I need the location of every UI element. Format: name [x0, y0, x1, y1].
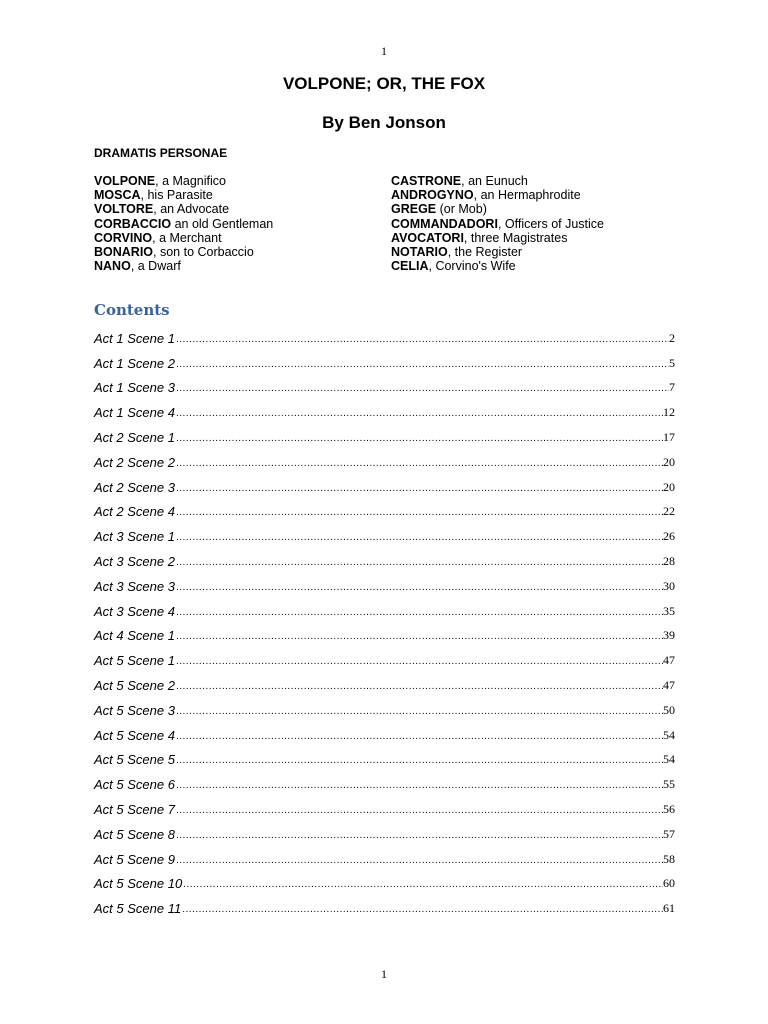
cast-member — [391, 202, 604, 216]
toc-entry-label[interactable]: Act 1 Scene 1 — [94, 330, 175, 346]
toc-entry-page[interactable]: 26 — [663, 529, 675, 544]
toc-leader-dots — [175, 805, 663, 816]
toc-entry[interactable] — [94, 668, 675, 693]
toc-leader-dots — [175, 557, 663, 568]
cast-member-name: CELIA — [391, 259, 429, 274]
toc-entry[interactable] — [94, 643, 675, 668]
toc-entry-label[interactable]: Act 5 Scene 1 — [94, 653, 175, 669]
toc-leader-dots — [175, 458, 663, 469]
toc-entry-page[interactable]: 22 — [663, 504, 675, 519]
toc-entry-label[interactable]: Act 2 Scene 4 — [94, 504, 175, 520]
cast-member-description: , Corvino's Wife — [428, 259, 516, 274]
toc-entry-label[interactable]: Act 5 Scene 4 — [94, 727, 175, 743]
toc-entry-page[interactable]: 5 — [669, 355, 675, 370]
toc-entry-label[interactable]: Act 2 Scene 1 — [94, 429, 175, 445]
toc-entry-page[interactable]: 47 — [663, 677, 675, 692]
toc-entry-page[interactable]: 60 — [663, 876, 675, 891]
cast-member-name: BONARIO — [94, 244, 154, 259]
cast-list-right — [391, 174, 604, 273]
toc-leader-dots — [175, 334, 669, 345]
toc-entry-page[interactable]: 39 — [663, 628, 675, 643]
toc-entry-page[interactable]: 2 — [669, 330, 675, 345]
toc-entry-page[interactable]: 7 — [669, 380, 675, 395]
toc-entry[interactable] — [94, 693, 675, 718]
dramatis-personae-heading: DRAMATIS PERSONAE — [94, 146, 228, 160]
toc-entry[interactable] — [94, 321, 675, 346]
toc-entry-label[interactable]: Act 5 Scene 2 — [94, 677, 175, 693]
toc-entry-label[interactable]: Act 3 Scene 2 — [94, 553, 175, 569]
cast-member-name: COMMANDADORI — [391, 216, 498, 231]
toc-entry-label[interactable]: Act 1 Scene 3 — [94, 380, 175, 396]
cast-member-description: (or Mob) — [436, 202, 487, 217]
toc-entry[interactable] — [94, 395, 675, 420]
toc-entry-page[interactable]: 17 — [663, 429, 675, 444]
cast-member-description: , son to Corbaccio — [153, 244, 254, 259]
cast-member-name: MOSCA — [94, 188, 141, 203]
toc-entry[interactable] — [94, 445, 675, 470]
toc-leader-dots — [175, 383, 669, 394]
toc-leader-dots — [175, 830, 663, 841]
toc-leader-dots — [175, 532, 663, 543]
cast-list-left — [94, 174, 273, 273]
toc-leader-dots — [175, 706, 663, 717]
toc-entry-label[interactable]: Act 3 Scene 3 — [94, 578, 175, 594]
toc-entry-page[interactable]: 30 — [663, 578, 675, 593]
cast-member-description: , Officers of Justice — [497, 216, 604, 231]
toc-entry-page[interactable]: 12 — [663, 405, 675, 420]
cast-member-name: NOTARIO — [391, 244, 448, 259]
toc-entry-label[interactable]: Act 2 Scene 3 — [94, 479, 175, 495]
cast-member-description: , a Dwarf — [130, 259, 181, 274]
toc-entry[interactable] — [94, 867, 675, 892]
toc-entry-label[interactable]: Act 2 Scene 2 — [94, 454, 175, 470]
cast-member-name: CORVINO — [94, 230, 153, 245]
toc-entry-page[interactable]: 20 — [663, 479, 675, 494]
toc-leader-dots — [175, 780, 663, 791]
toc-entry-label[interactable]: Act 5 Scene 3 — [94, 702, 175, 718]
toc-entry[interactable] — [94, 346, 675, 371]
toc-entry-label[interactable]: Act 5 Scene 10 — [94, 876, 183, 892]
toc-entry-page[interactable]: 61 — [663, 901, 675, 916]
toc-entry-page[interactable]: 55 — [663, 777, 675, 792]
toc-leader-dots — [181, 904, 663, 915]
toc-entry-label[interactable]: Act 4 Scene 1 — [94, 628, 175, 644]
toc-entry[interactable] — [94, 891, 675, 916]
toc-leader-dots — [175, 582, 663, 593]
toc-entry[interactable] — [94, 544, 675, 569]
toc-entry-page[interactable]: 20 — [663, 454, 675, 469]
cast-member — [94, 259, 273, 273]
cast-member — [391, 174, 604, 188]
toc-entry-label[interactable]: Act 3 Scene 1 — [94, 529, 175, 545]
cast-member-description: , a Magnifico — [155, 174, 226, 188]
cast-member-description: , three Magistrates — [463, 230, 568, 245]
cast-member — [94, 188, 273, 202]
toc-entry[interactable] — [94, 371, 675, 396]
toc-entry-label[interactable]: Act 5 Scene 7 — [94, 801, 175, 817]
toc-entry[interactable] — [94, 792, 675, 817]
toc-entry[interactable] — [94, 569, 675, 594]
toc-leader-dots — [175, 408, 663, 419]
cast-member-name: NANO — [94, 259, 131, 274]
toc-entry-label[interactable]: Act 5 Scene 5 — [94, 752, 175, 768]
toc-entry-label[interactable]: Act 5 Scene 6 — [94, 777, 175, 793]
toc-leader-dots — [175, 681, 663, 692]
toc-entry-page[interactable]: 47 — [663, 653, 675, 668]
cast-member — [391, 245, 604, 259]
page-number-bottom: 1 — [381, 967, 387, 981]
toc-entry-label[interactable]: Act 5 Scene 9 — [94, 851, 175, 867]
toc-entry[interactable] — [94, 842, 675, 867]
toc-entry[interactable] — [94, 817, 675, 842]
toc-entry-label[interactable]: Act 3 Scene 4 — [94, 603, 175, 619]
toc-entry-label[interactable]: Act 1 Scene 4 — [94, 405, 175, 421]
toc-leader-dots — [175, 607, 663, 618]
toc-entry-label[interactable]: Act 5 Scene 8 — [94, 826, 175, 842]
cast-member — [94, 174, 273, 188]
toc-entry-label[interactable]: Act 1 Scene 2 — [94, 355, 175, 371]
toc-entry-page[interactable]: 50 — [663, 702, 675, 717]
toc-leader-dots — [182, 879, 663, 890]
toc-entry[interactable] — [94, 767, 675, 792]
cast-member-description: , a Merchant — [152, 230, 222, 245]
play-author: By Ben Jonson — [322, 113, 446, 132]
cast-member — [391, 217, 604, 231]
toc-leader-dots — [175, 433, 663, 444]
cast-member-name: AVOCATORI — [391, 230, 464, 245]
table-of-contents — [94, 321, 675, 916]
toc-entry[interactable] — [94, 519, 675, 544]
toc-entry[interactable] — [94, 743, 675, 768]
toc-leader-dots — [175, 755, 663, 766]
cast-member-name: CORBACCIO — [94, 216, 172, 231]
cast-member-name: GREGE — [391, 202, 437, 217]
cast-member-description: , the Register — [447, 244, 523, 259]
toc-entry[interactable] — [94, 718, 675, 743]
toc-entry-page[interactable]: 56 — [663, 801, 675, 816]
toc-entry-page[interactable]: 57 — [663, 826, 675, 841]
toc-entry[interactable] — [94, 495, 675, 520]
cast-member — [94, 231, 273, 245]
cast-member — [391, 231, 604, 245]
cast-member — [94, 245, 273, 259]
toc-entry[interactable] — [94, 470, 675, 495]
toc-leader-dots — [175, 483, 663, 494]
play-title: VOLPONE; OR, THE FOX — [282, 74, 486, 93]
cast-member — [391, 259, 604, 273]
cast-member-description: , an Advocate — [153, 202, 230, 217]
cast-member-name: ANDROGYNO — [391, 188, 474, 203]
toc-entry-page[interactable]: 28 — [663, 553, 675, 568]
toc-leader-dots — [175, 656, 663, 667]
cast-member-description: , an Eunuch — [461, 174, 528, 188]
toc-leader-dots — [175, 507, 663, 518]
toc-entry[interactable] — [94, 619, 675, 644]
cast-member-name: VOLTORE — [94, 202, 154, 217]
toc-entry-page[interactable]: 54 — [663, 752, 675, 767]
toc-entry-page[interactable]: 35 — [663, 603, 675, 618]
cast-member-description: , an Hermaphrodite — [473, 188, 581, 203]
toc-leader-dots — [175, 855, 663, 866]
cast-member-description: an old Gentleman — [171, 216, 274, 231]
toc-entry-label[interactable]: Act 5 Scene 11 — [94, 901, 182, 917]
toc-entry-page[interactable]: 58 — [663, 851, 675, 866]
cast-member — [94, 202, 273, 216]
page-number-top: 1 — [381, 44, 387, 58]
cast-member — [391, 188, 604, 202]
toc-leader-dots — [175, 631, 663, 642]
toc-leader-dots — [175, 359, 669, 370]
cast-member — [94, 217, 273, 231]
toc-entry-page[interactable]: 54 — [663, 727, 675, 742]
contents-heading: Contents — [94, 301, 170, 319]
toc-leader-dots — [175, 731, 663, 742]
cast-member-name: CASTRONE — [391, 174, 462, 188]
cast-member-description: , his Parasite — [140, 188, 213, 203]
toc-entry[interactable] — [94, 594, 675, 619]
toc-entry[interactable] — [94, 420, 675, 445]
cast-member-name: VOLPONE — [94, 174, 156, 188]
